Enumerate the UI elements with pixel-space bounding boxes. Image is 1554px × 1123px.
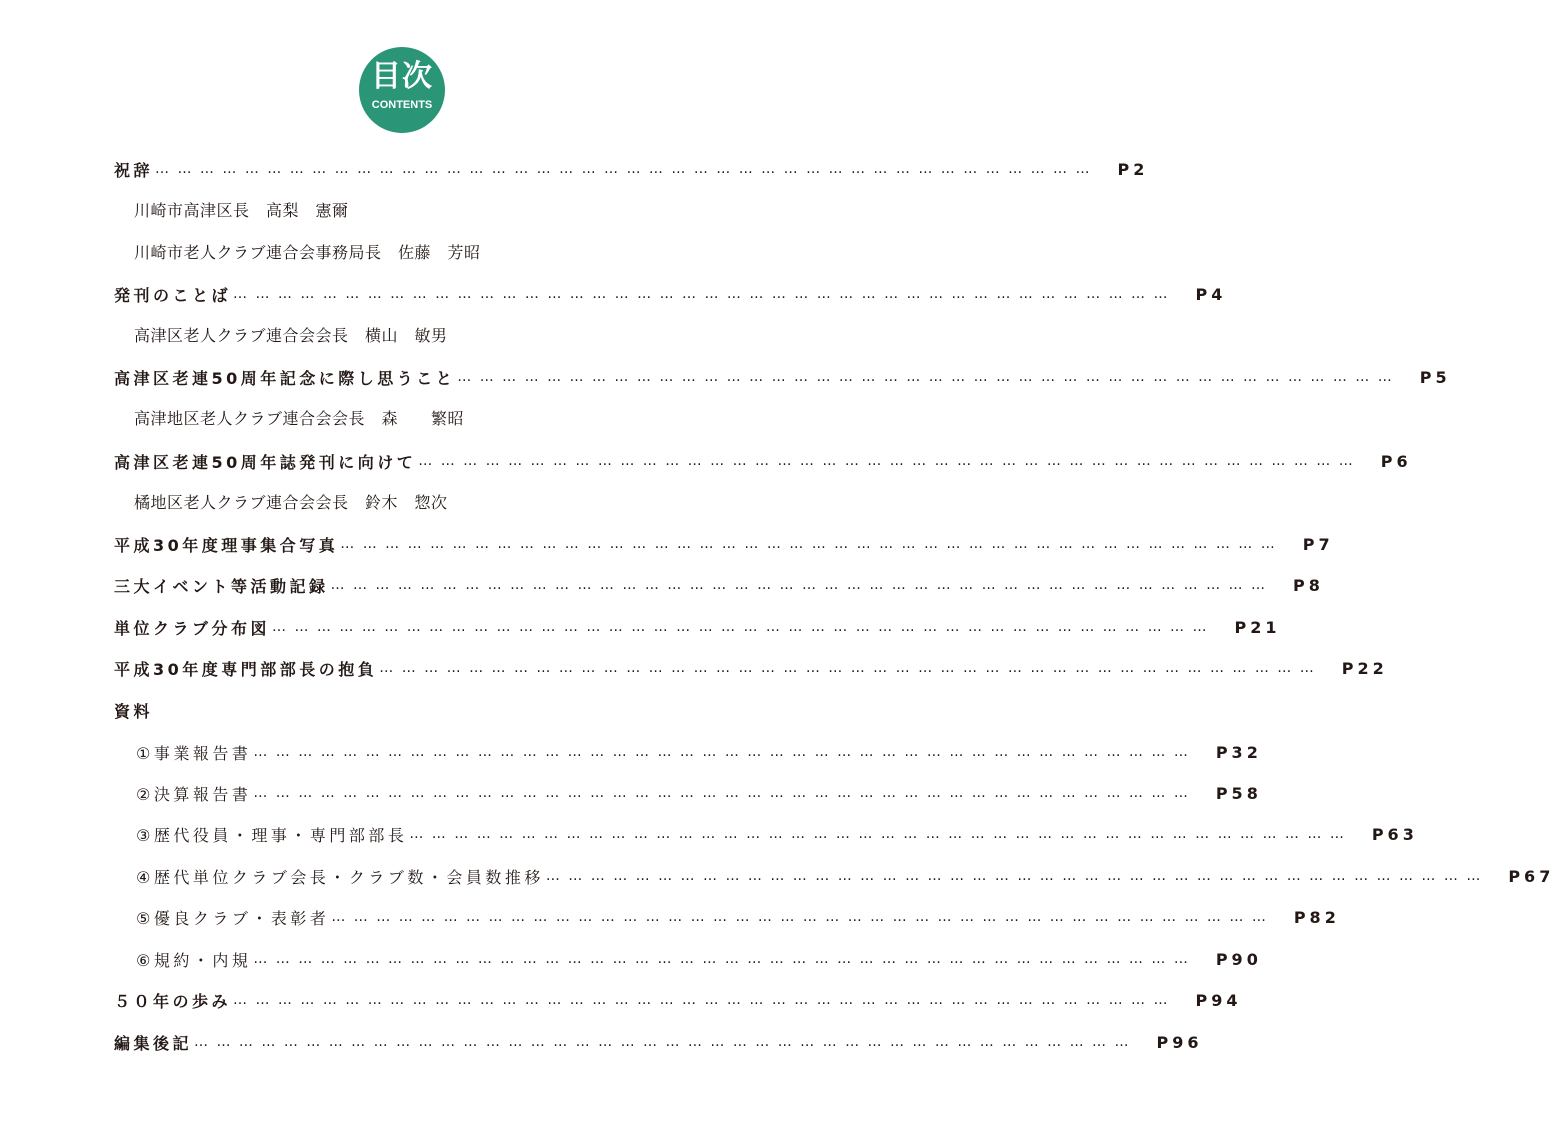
toc-entry-author: 川崎市高津区長 高梨 憲爾 [134,201,349,220]
toc-entry[interactable] [114,364,1451,390]
toc-entry[interactable] [114,281,1227,307]
leader-dots: … … … … … … … … … … … … … … … … … … … … … … … … … … … … … … … … … … … … … … … … … … [409,826,1346,842]
toc-page-number: P22 [1341,658,1388,678]
toc-page-number: P32 [1215,742,1262,762]
toc-entry[interactable] [114,614,1281,640]
toc-entry-label: ③歴代役員・理事・専門部部長 [136,825,408,845]
leader-dots: … … … … … … … … … … … … … … … … … … … … … … … … … … … … … … … … … … … … … … … … … … [272,619,1209,635]
toc-section-heading [114,697,682,723]
toc-entry-label: 発刊のことば [114,285,232,305]
toc-page-number: P94 [1195,990,1242,1010]
toc-entry-label: 平成30年度専門部部長の抱負 [114,659,378,679]
toc-entry-label: 単位クラブ分布図 [114,618,271,638]
toc-page-number: P8 [1292,575,1324,595]
toc-entry-author: 橘地区老人クラブ連合会会長 鈴木 惣次 [134,493,448,512]
leader-dots: … … … … … … … … … … … … … … … … … … … … … … … … … … … … … … … … … … … … … … … … … … [155,161,1092,177]
toc-sub-entry[interactable] [136,739,1262,765]
leader-dots: … … … … … … … … … … … … … … … … … … … … … … … … … … … … … … … … … … … … … … … … … … [330,577,1267,593]
toc-page-number: P2 [1117,159,1149,179]
toc-entry-label: 平成30年度理事集合写真 [114,535,339,555]
toc-entry-label: ②決算報告書 [136,784,252,804]
leader-dots: … … … … … … … … … … … … … … … … … … … … … … … … … … … … … … … … … … … … … … … … … … [340,536,1277,552]
toc-page-number: P90 [1215,949,1262,969]
leader-dots: … … … … … … … … … … … … … … … … … … … … … … … … … … … … … … … … … … … … … … … … … … [233,992,1170,1008]
toc-entry-author: 高津区老人クラブ連合会会長 横山 敏男 [134,326,448,345]
toc-entry-label: 三大イベント等活動記録 [114,576,329,596]
toc-page-number: P21 [1234,617,1281,637]
toc-entry[interactable] [114,572,1324,598]
contents-subtitle: CONTENTS [371,99,433,111]
leader-dots: … … … … … … … … … … … … … … … … … … … … … … … … … … … … … … … … … … … … … … … … … … [253,785,1190,801]
toc-page-number: P7 [1302,534,1334,554]
toc-sub-entry[interactable] [136,821,1418,847]
leader-dots: … … … … … … … … … … … … … … … … … … … … … … … … … … … … … … … … … … … … … … … … … … [545,868,1483,884]
leader-dots: … … … … … … … … … … … … … … … … … … … … … … … … … … … … … … … … … … … … … … … … … … [418,453,1355,469]
toc-page-number: P58 [1215,783,1262,803]
toc-page-number: P5 [1419,367,1451,387]
toc-sub-entry[interactable] [136,863,1554,889]
leader-dots: … … … … … … … … … … … … … … … … … … … … … … … … … … … … … … … … … … … … … … … … … … [457,369,1394,385]
toc-entry-label: 祝辞 [114,160,154,180]
toc-page-number: P82 [1293,907,1340,927]
toc-entry-label: ④歴代単位クラブ会長・クラブ数・会員数推移 [136,867,544,887]
toc-section-label: 資料 [114,701,154,721]
toc-page-number: P67 [1508,866,1554,886]
toc-entry-label: ⑤優良クラブ・表彰者 [136,908,330,928]
toc-entry[interactable] [114,655,1388,681]
toc-entry[interactable] [114,448,1412,474]
toc-entry-author: 高津地区老人クラブ連合会会長 森 繁昭 [134,409,465,428]
leader-dots: … … … … … … … … … … … … … … … … … … … … … … … … … … … … … … … … … … … … … … … … … … [194,1034,1131,1050]
contents-badge [359,47,445,133]
toc-entry-author: 川崎市老人クラブ連合会事務局長 佐藤 芳昭 [134,243,481,262]
toc-entry[interactable] [114,156,1149,182]
toc-page-number: P96 [1156,1032,1203,1052]
toc-entry-label: ①事業報告書 [136,743,252,763]
leader-dots: … … … … … … … … … … … … … … … … … … … … … … … … … … … … … … … … … … … … … … … … … … [331,909,1268,925]
leader-dots: … … … … … … … … … … … … … … … … … … … … … … … … … … … … … … … … … … … … … … … … … … [253,744,1190,760]
toc-entry-label: ⑥規約・内規 [136,950,252,970]
leader-dots: … … … … … … … … … … … … … … … … … … … … … … … … … … … … … … … … … … … … … … … … … … [379,660,1316,676]
toc-sub-entry[interactable] [136,904,1340,930]
leader-dots: … … … … … … … … … … … … … … … … … … … … … … … … … … … … … … … … … … … … … … … … … … [233,286,1170,302]
toc-entry[interactable] [114,531,1334,557]
toc-page-number: P6 [1380,451,1412,471]
contents-title: 目次 [371,59,433,94]
toc-page-number: P4 [1195,284,1227,304]
toc-entry[interactable] [114,987,1242,1013]
toc-sub-entry[interactable] [136,946,1262,972]
toc-entry-label: 高津区老連50周年記念に際し思うこと [114,368,456,388]
leader-dots: … … … … … … … … … … … … … … … … … … … … … … … … … … … … … … … … … … … … … … … … … … [253,951,1190,967]
toc-page-number: P63 [1371,824,1418,844]
toc-entry-label: 編集後記 [114,1033,193,1053]
toc-entry[interactable] [114,1029,1203,1055]
toc-entry-label: 高津区老連50周年誌発刊に向けて [114,452,417,472]
toc-sub-entry[interactable] [136,780,1262,806]
toc-entry-label: ５０年の歩み [114,991,232,1011]
